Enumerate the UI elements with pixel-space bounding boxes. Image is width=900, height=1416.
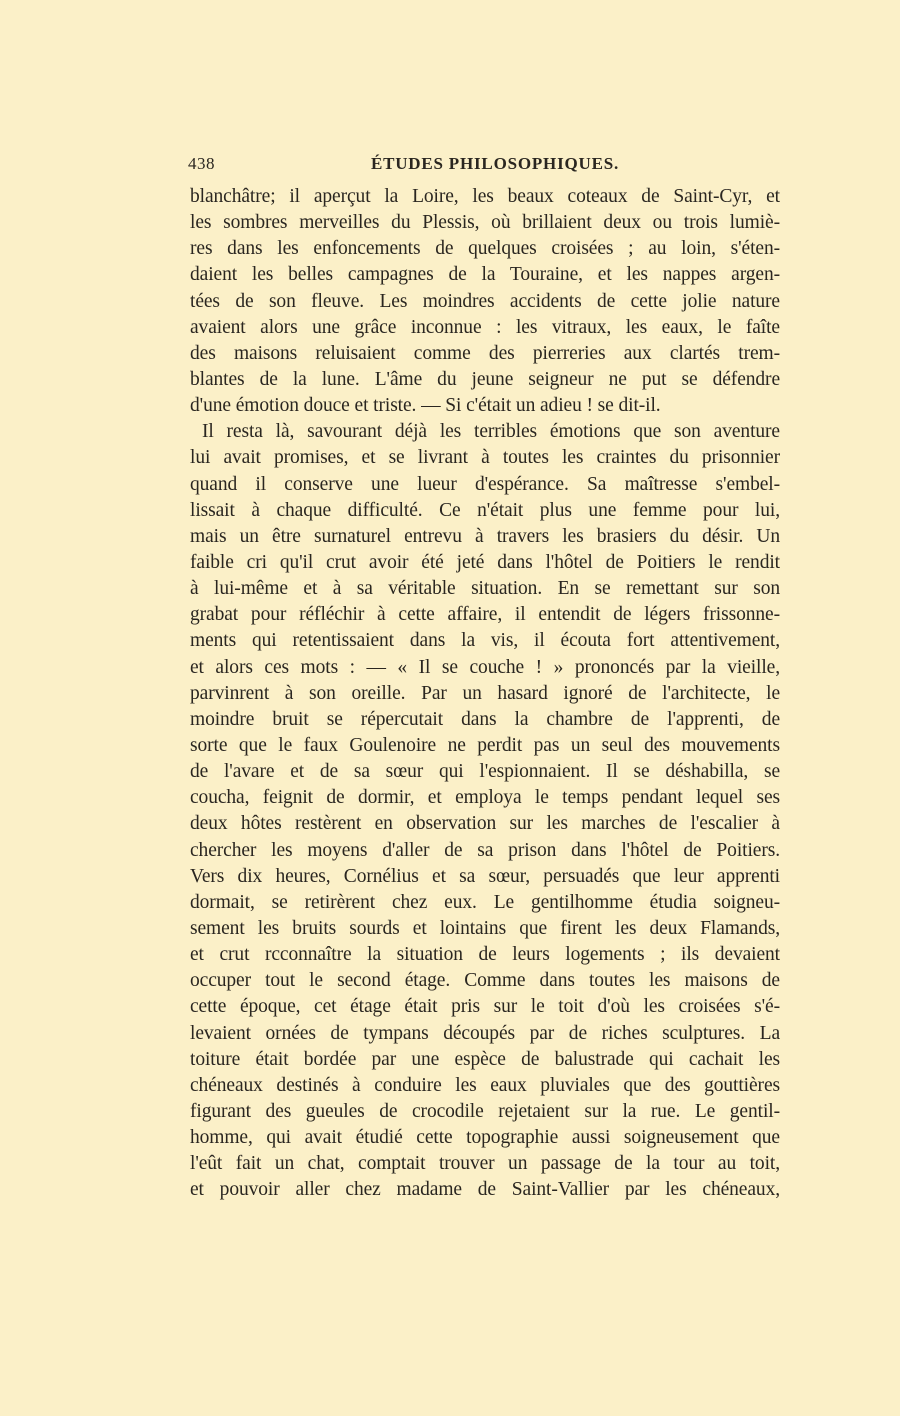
text-line: sorte que le faux Goulenoire ne perdit pas un seul des mouvements bbox=[190, 734, 780, 756]
text-line: tées de son fleuve. Les moindres accidents de cette jolie nature bbox=[190, 290, 780, 312]
text-line: dormait, se retirèrent chez eux. Le gentilhomme étudia soigneu- bbox=[190, 891, 780, 913]
text-line: chéneaux destinés à conduire les eaux pluviales que des gouttières bbox=[190, 1074, 780, 1096]
running-title: ÉTUDES PHILOSOPHIQUES. bbox=[370, 154, 620, 173]
page-number: 438 bbox=[188, 154, 215, 173]
text-line: et pouvoir aller chez madame de Saint-Vallier par les chéneaux, bbox=[190, 1179, 780, 1201]
text-line: sement les bruits sourds et lointains que firent les deux Flamands, bbox=[190, 917, 780, 939]
text-line: homme, qui avait étudié cette topographie aussi soigneusement que bbox=[190, 1127, 780, 1149]
text-line: des maisons reluisaient comme des pierreries aux clartés trem- bbox=[190, 342, 780, 364]
text-line: lissait à chaque difficulté. Ce n'était plus une femme pour lui, bbox=[190, 499, 780, 521]
text-line: faible cri qu'il crut avoir été jeté dans l'hôtel de Poitiers le rendit bbox=[190, 551, 780, 573]
page-body-text bbox=[190, 184, 780, 1203]
text-line: parvinrent à son oreille. Par un hasard ignoré de l'architecte, le bbox=[190, 682, 780, 704]
paragraph bbox=[190, 184, 780, 419]
text-line: lui avait promises, et se livrant à toutes les craintes du prisonnier bbox=[190, 447, 780, 469]
text-line: à lui-même et à sa véritable situation. En se remettant sur son bbox=[190, 578, 780, 600]
text-line: figurant des gueules de crocodile rejetaient sur la rue. Le gentil- bbox=[190, 1100, 780, 1122]
text-line: d'une émotion douce et triste. — Si c'était un adieu ! se dit-il. bbox=[190, 395, 661, 417]
text-line: quand il conserve une lueur d'espérance. Sa maîtresse s'embel- bbox=[190, 473, 780, 495]
running-header bbox=[188, 154, 782, 180]
text-line: coucha, feignit de dormir, et employa le temps pendant lequel ses bbox=[190, 787, 780, 809]
text-line: levaient ornées de tympans découpés par de riches sculptures. La bbox=[190, 1022, 780, 1044]
text-line: cette époque, cet étage était pris sur le toit d'où les croisées s'é- bbox=[190, 996, 780, 1018]
text-line: moindre bruit se répercutait dans la chambre de l'apprenti, de bbox=[190, 708, 780, 730]
text-line: daient les belles campagnes de la Touraine, et les nappes argen- bbox=[190, 264, 780, 286]
text-line: deux hôtes restèrent en observation sur les marches de l'escalier à bbox=[190, 813, 780, 835]
text-line: toiture était bordée par une espèce de balustrade qui cachait les bbox=[190, 1048, 780, 1070]
text-line: blanchâtre; il aperçut la Loire, les beaux coteaux de Saint-Cyr, et bbox=[190, 186, 780, 207]
text-line: mais un être surnaturel entrevu à travers les brasiers du désir. Un bbox=[190, 525, 780, 547]
text-line: les sombres merveilles du Plessis, où brillaient deux ou trois lumiè- bbox=[190, 212, 780, 234]
text-line: et crut rcconnaître la situation de leurs logements ; ils devaient bbox=[190, 944, 780, 966]
text-line: avaient alors une grâce inconnue : les vitraux, les eaux, le faîte bbox=[190, 316, 780, 338]
text-line: Vers dix heures, Cornélius et sa sœur, persuadés que leur apprenti bbox=[190, 865, 780, 887]
text-line: blantes de la lune. L'âme du jeune seigneur ne put se défendre bbox=[190, 368, 780, 390]
text-line: l'eût fait un chat, comptait trouver un passage de la tour au toit, bbox=[190, 1153, 780, 1175]
text-line: grabat pour réfléchir à cette affaire, il entendit de légers frissonne- bbox=[190, 604, 780, 626]
text-line: occuper tout le second étage. Comme dans toutes les maisons de bbox=[190, 970, 780, 992]
text-line: et alors ces mots : — « Il se couche ! » prononcés par la vieille, bbox=[190, 656, 780, 678]
paragraph bbox=[190, 419, 780, 1203]
text-line: Il resta là, savourant déjà les terribles émotions que son aventure bbox=[202, 421, 780, 443]
text-line: de l'avare et de sa sœur qui l'espionnaient. Il se déshabilla, se bbox=[190, 761, 780, 783]
text-line: ments qui retentissaient dans la vis, il écouta fort attentivement, bbox=[190, 630, 780, 652]
text-line: chercher les moyens d'aller de sa prison dans l'hôtel de Poitiers. bbox=[190, 839, 780, 861]
text-line: res dans les enfoncements de quelques croisées ; au loin, s'éten- bbox=[190, 238, 780, 260]
